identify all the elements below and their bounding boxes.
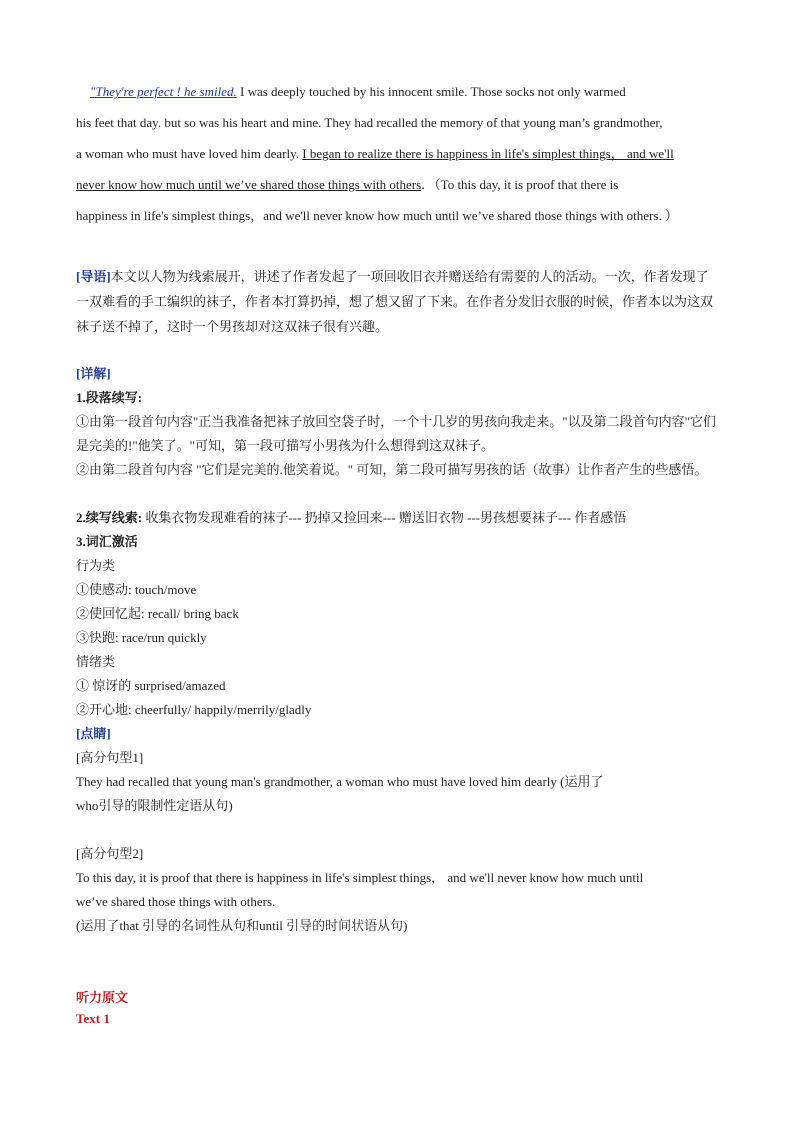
listening-title: 听力原文 xyxy=(76,990,129,1005)
detail-tag: [详解] xyxy=(76,366,111,381)
sentence-note-1: who引导的限制性定语从句) xyxy=(76,798,233,813)
story-text: his feet that day. but so was his heart and mine. They had recalled the memory of that young man’s grandmother, xyxy=(76,115,663,130)
detail-point-2: ②由第二段首句内容 "它们是完美的.他笑着说。" 可知，第二段可描写男孩的话（故事）让作者产生的些感悟。 xyxy=(76,462,708,477)
vocab-item: ③快跑: race/run quickly xyxy=(76,630,207,645)
vocab-item: ① 惊讶的 surprised/amazed xyxy=(76,678,226,693)
clue-text: 收集衣物发现难看的袜子--- 扔掉又捡回来--- 赠送旧衣物 ---男孩想要袜子--- 作者感悟 xyxy=(142,510,627,525)
story-line-2 xyxy=(76,107,719,138)
vocab-category-emotion: 情绪类 xyxy=(76,654,116,669)
quote-text: "They're perfect ! he smiled. xyxy=(90,84,237,99)
vocab-item: ②开心地: cheerfully/ happily/merrily/gladly xyxy=(76,702,312,717)
story-text: a woman who must have loved him dearly. xyxy=(76,146,303,161)
sentence-text-2-cont: we’ve shared those things with others. xyxy=(76,894,276,909)
story-text: I was deeply touched by his innocent smile. Those socks not only warmed xyxy=(236,84,626,99)
points-tag: [点睛] xyxy=(76,726,111,741)
story-line-4 xyxy=(76,169,719,200)
sentence-text-2: To this day, it is proof that there is happiness in life's simplest things， and we'll never know how much until xyxy=(76,870,644,885)
sentence-label-2: [高分句型2] xyxy=(76,846,144,861)
story-line-5 xyxy=(76,200,719,231)
underlined-sentence: never know how much until we’ve shared those things with others xyxy=(76,177,422,192)
vocab-item: ②使回忆起: recall/ bring back xyxy=(76,606,239,621)
heading-paragraph-continuation: 1.段落续写: xyxy=(76,390,143,405)
story-line-1 xyxy=(90,76,720,107)
vocab-item: ①使感动: touch/move xyxy=(76,582,197,597)
sentence-label-1: [高分句型1] xyxy=(76,750,144,765)
story-text: ．（To this day, it is proof that there is xyxy=(421,177,619,192)
writing-clue xyxy=(76,506,721,530)
story-text: happiness in life's simplest things，and we'll never know how much until we’ve shared those things with others．） xyxy=(76,208,678,223)
text-1-label: Text 1 xyxy=(76,1011,110,1026)
heading-vocabulary: 3.词汇激活 xyxy=(76,534,138,549)
intro-section xyxy=(76,264,721,339)
sentence-text-1: They had recalled that young man's grandmother, a woman who must have loved him dearly (运用了 xyxy=(76,774,604,789)
underlined-sentence: I began to realize there is happiness in life's simplest things， and we'll xyxy=(302,146,674,161)
story-line-3 xyxy=(76,138,719,169)
vocab-category-action: 行为类 xyxy=(76,558,116,573)
detail-point-1: ①由第一段首句内容"正当我准备把袜子放回空袋子时，一个十几岁的男孩向我走来。"以及第二段首句内容"它们是完美的!"他笑了。"可知，第一段可描写小男孩为什么想得到这双袜子。 xyxy=(76,414,716,453)
intro-text: 本文以人物为线索展开，讲述了作者发起了一项回收旧衣并赠送给有需要的人的活动。一次，作者发现了一双难看的手工编织的袜子，作者本打算扔掉，想了想又留了下来。在作者分发旧衣服的时候，作者本以为这双袜子送不掉了，这时一个男孩却对这双袜子很有兴趣。 xyxy=(76,269,714,334)
heading-writing-clue: 2.续写线索: xyxy=(76,510,143,525)
intro-tag: [导语] xyxy=(76,269,111,284)
sentence-note-2: (运用了that 引导的名词性从句和until 引导的时间状语从句) xyxy=(76,918,408,933)
